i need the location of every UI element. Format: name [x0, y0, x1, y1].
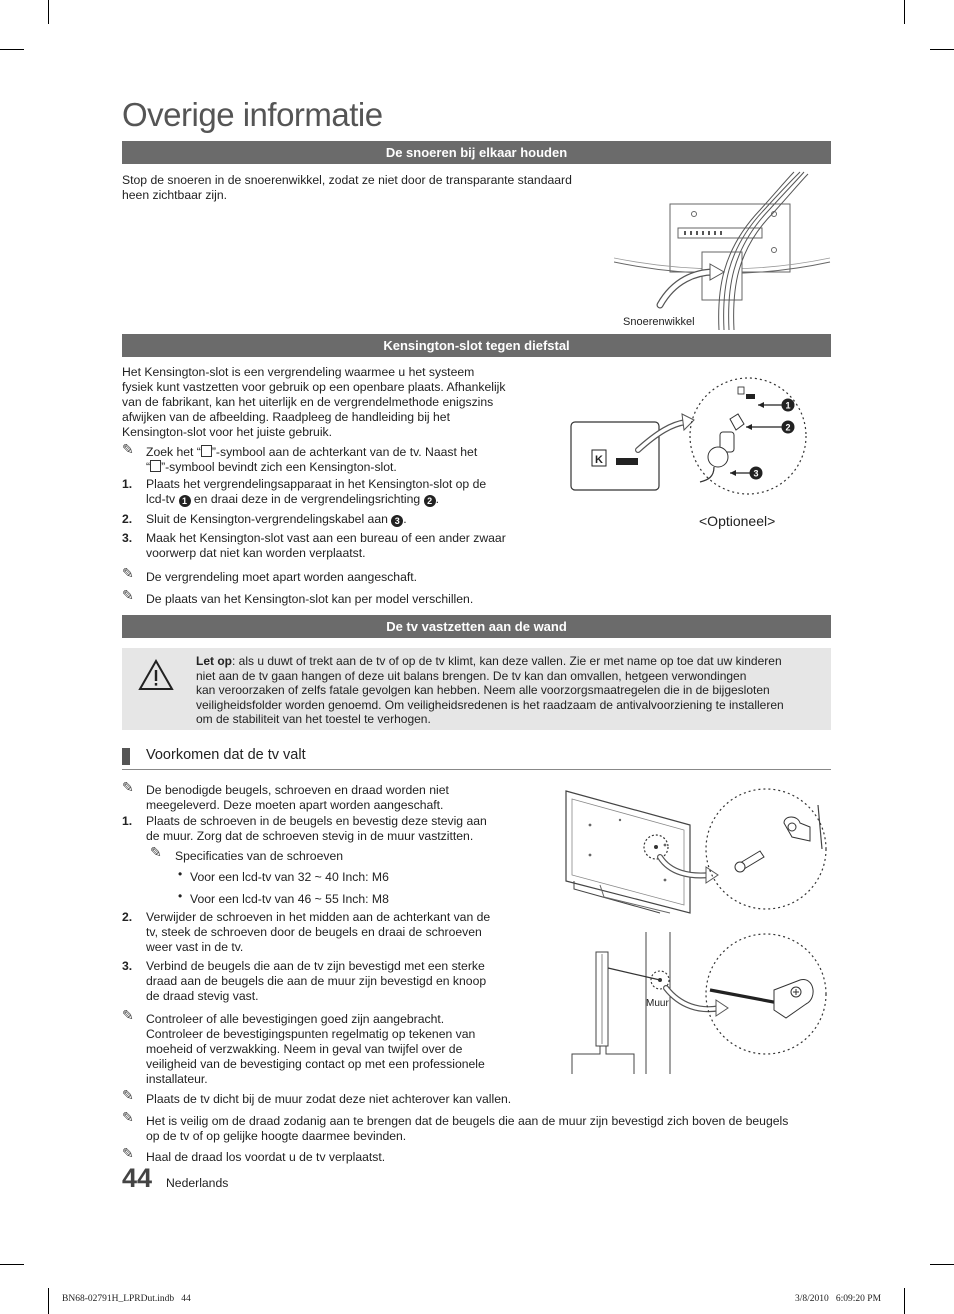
lock-symbol-icon [150, 460, 161, 472]
step-text: en draai deze in de vergrendelingsrichting [193, 492, 421, 506]
page-number: 44 [122, 1163, 153, 1193]
warning-box [122, 648, 831, 730]
bullet: • [178, 867, 183, 881]
page-title: Overige informatie [122, 96, 383, 133]
optional-label: <Optioneel> [699, 513, 776, 529]
step-line: weer vast in de tv. [146, 940, 244, 954]
intro-line: Kensington-slot voor het juiste gebruik. [122, 425, 333, 439]
marker-3-icon: 3 [753, 468, 759, 479]
step-text: voorwerp dat niet kan worden verplaatst. [146, 546, 366, 560]
tv-back-bracket-illustration [560, 785, 835, 915]
note-purchase: De vergrendeling moet apart worden aangeschaft. [146, 570, 417, 584]
subheading [122, 745, 831, 770]
step-line: de muur. Zorg dat de schroeven stevig in de muur vastzitten. [146, 829, 474, 843]
step-line: draad aan de beugels die aan de muur zijn bevestigd en knoop [146, 974, 487, 988]
note-line: veiligheid van de bevestiging contact op met een professionele [146, 1057, 485, 1071]
note-text: Zoek het “ [146, 445, 201, 459]
note-text: ”-symbool bevindt zich een Kensington-slot. [161, 460, 397, 474]
note-line: op de tv of op gelijke hoogte daarmee bevinden. [146, 1129, 407, 1143]
note-line: meegeleverd. Deze moeten apart worden aangeschaft. [146, 798, 444, 812]
crop-mark [930, 1264, 954, 1265]
note-icon: ✎ [122, 1088, 134, 1104]
note-location: De plaats van het Kensington-slot kan per model verschillen. [146, 592, 474, 606]
marker-3-icon: 3 [391, 515, 403, 527]
step-line: Plaats de schroeven in de beugels en bevestig deze stevig aan [146, 814, 487, 828]
section-header-kensington: Kensington-slot tegen diefstal [122, 334, 831, 357]
step-3 [146, 531, 546, 561]
step-number: 2. [122, 910, 133, 924]
warning-line: kan veroorzaken of zelfs fatale gevolgen kan hebben. Neem alle voorzorgsmaatregelen die in de bijgesloten [196, 683, 770, 697]
step-line: de draad stevig vast. [146, 989, 259, 1003]
step-text: Sluit de Kensington-vergrendelingskabel aan [146, 512, 388, 526]
subheading-text: Voorkomen dat de tv valt [146, 747, 306, 763]
print-datetime: 3/8/2010 6:09:20 PM [795, 1294, 882, 1304]
intro-line: afwijken van de afbeelding. Raadpleeg de handleiding bij het [122, 410, 450, 424]
note-icon: ✎ [122, 566, 134, 582]
crop-mark [904, 1288, 905, 1314]
file-info: BN68-02791H_LPRDut.indb 44 [62, 1294, 191, 1304]
step-2: Sluit de Kensington-vergrendelingskabel aan 3 . [146, 512, 407, 526]
note-text: “ [146, 460, 151, 474]
crop-mark [48, 0, 49, 24]
step-number: 2. [122, 512, 133, 526]
note-check [146, 1012, 526, 1087]
note-icon: ✎ [122, 1110, 134, 1126]
step-line: Verbind de beugels die aan de tv zijn bevestigd met een sterke [146, 959, 485, 973]
language-label: Nederlands [166, 1176, 229, 1190]
tv-wall-wire-illustration [560, 928, 835, 1076]
section-body: Stop de snoeren in de snoerenwikkel, zodat ze niet door de transparante standaard heen zichtbaar zijn. [122, 173, 572, 202]
marker-2-icon: 2 [785, 422, 791, 433]
note-line: Controleer of alle bevestigingen goed zijn aangebracht. [146, 1012, 445, 1026]
marker-1-icon: 1 [179, 495, 191, 507]
screw-spec-2: Voor een lcd-tv van 46 ~ 55 Inch: M8 [190, 892, 389, 906]
step-text: Maak het Kensington-slot vast aan een bureau of een ander zwaar [146, 531, 506, 545]
step-text: Plaats het vergrendelingsapparaat in het Kensington-slot op de [146, 477, 487, 491]
crop-mark [0, 49, 24, 50]
note-text: ”-symbool aan de achterkant van de tv. Naast het [211, 445, 478, 459]
note-icon: ✎ [122, 588, 134, 604]
wall-step-2 [146, 910, 526, 955]
warning-triangle-icon [138, 659, 174, 691]
wall-step-1 [146, 814, 526, 844]
step-line: Verwijder de schroeven in het midden aan de achterkant van de [146, 910, 491, 924]
intro-line: van de fabrikant, kan het uiterlijk en de vergrendelmethode enigszins [122, 395, 494, 409]
crop-mark [904, 0, 905, 24]
intro-line: fysiek kunt vastzetten voor gebruik op een openbare plaats. Afhankelijk [122, 380, 506, 394]
screw-spec-note: Specificaties van de schroeven [175, 849, 344, 863]
note-line: moeheid of verzwakking. Neem in geval van twijfel over de [146, 1042, 463, 1056]
wall-step-3 [146, 959, 526, 1004]
figure-caption: Snoerenwikkel [623, 316, 695, 328]
cable-wrap-illustration [614, 170, 834, 335]
note-icon: ✎ [122, 1146, 134, 1162]
note-icon: ✎ [122, 780, 134, 796]
lock-letter: K [595, 454, 603, 466]
note-line: De benodigde beugels, schroeven en draad worden niet [146, 783, 449, 797]
bullet: • [178, 889, 183, 903]
step-number: 3. [122, 531, 133, 545]
crop-mark [0, 1264, 24, 1265]
step-number: 1. [122, 477, 133, 491]
warning-text [196, 654, 826, 727]
warning-line: : als u duwt of trekt aan de tv of op de tv klimt, kan deze vallen. Zie er met name op toe dat uw kinderen [232, 654, 782, 668]
note-close-to-wall: Plaats de tv dicht bij de muur zodat deze niet achterover kan vallen. [146, 1092, 512, 1106]
intro-line: Het Kensington-slot is een vergrendeling waarmee u het systeem [122, 365, 475, 379]
step-number: 3. [122, 959, 133, 973]
note-line: Het is veilig om de draad zodanig aan te brengen dat de beugels die aan de muur zijn bevestigd zich boven de beugels [146, 1114, 789, 1128]
section-header-wall: De tv vastzetten aan de wand [122, 615, 831, 638]
crop-mark [48, 1288, 49, 1314]
note-kensington-symbol [146, 445, 546, 475]
warning-label: Let op [196, 654, 232, 668]
marker-2-icon: 2 [424, 495, 436, 507]
step-text: lcd-tv [146, 492, 176, 506]
subheading-marker [122, 748, 130, 765]
kensington-intro [122, 365, 542, 440]
note-icon: ✎ [150, 845, 162, 861]
warning-line: veiligheidsfolder worden genoemd. Om veiligheidsredenen is het raadzaam de antivalvoorziening te installeren [196, 697, 784, 712]
warning-line: niet aan de tv gaan hangen of deze uit balans brengen. De tv kan dan omvallen, hetgeen verwondingen [196, 668, 747, 683]
note-not-included [146, 783, 526, 813]
note-remove-wire: Haal de draad los voordat u de tv verplaatst. [146, 1150, 386, 1164]
kensington-lock-illustration [568, 372, 818, 512]
step-1: Plaats het vergrendelingsapparaat in het Kensington-slot op de lcd-tv 1 en draai deze in de vergrendelingsrichting 2 . [146, 477, 546, 507]
note-line: Controleer de bevestigingspunten regelmatig op tekenen van [146, 1027, 476, 1041]
lock-symbol-icon [201, 445, 212, 457]
step-line: tv, steek de schroeven door de beugels en draai de schroeven [146, 925, 482, 939]
section-header-cords: De snoeren bij elkaar houden [122, 141, 831, 164]
note-line: installateur. [146, 1072, 208, 1086]
warning-line: om de stabiliteit van het toestel te verhogen. [196, 712, 431, 726]
wall-label: Muur [646, 998, 669, 1009]
step-number: 1. [122, 814, 133, 828]
marker-1-icon: 1 [785, 400, 791, 411]
note-icon: ✎ [122, 442, 134, 458]
note-wire-height [146, 1114, 836, 1144]
screw-spec-1: Voor een lcd-tv van 32 ~ 40 Inch: M6 [190, 870, 389, 884]
crop-mark [930, 49, 954, 50]
note-icon: ✎ [122, 1008, 134, 1024]
